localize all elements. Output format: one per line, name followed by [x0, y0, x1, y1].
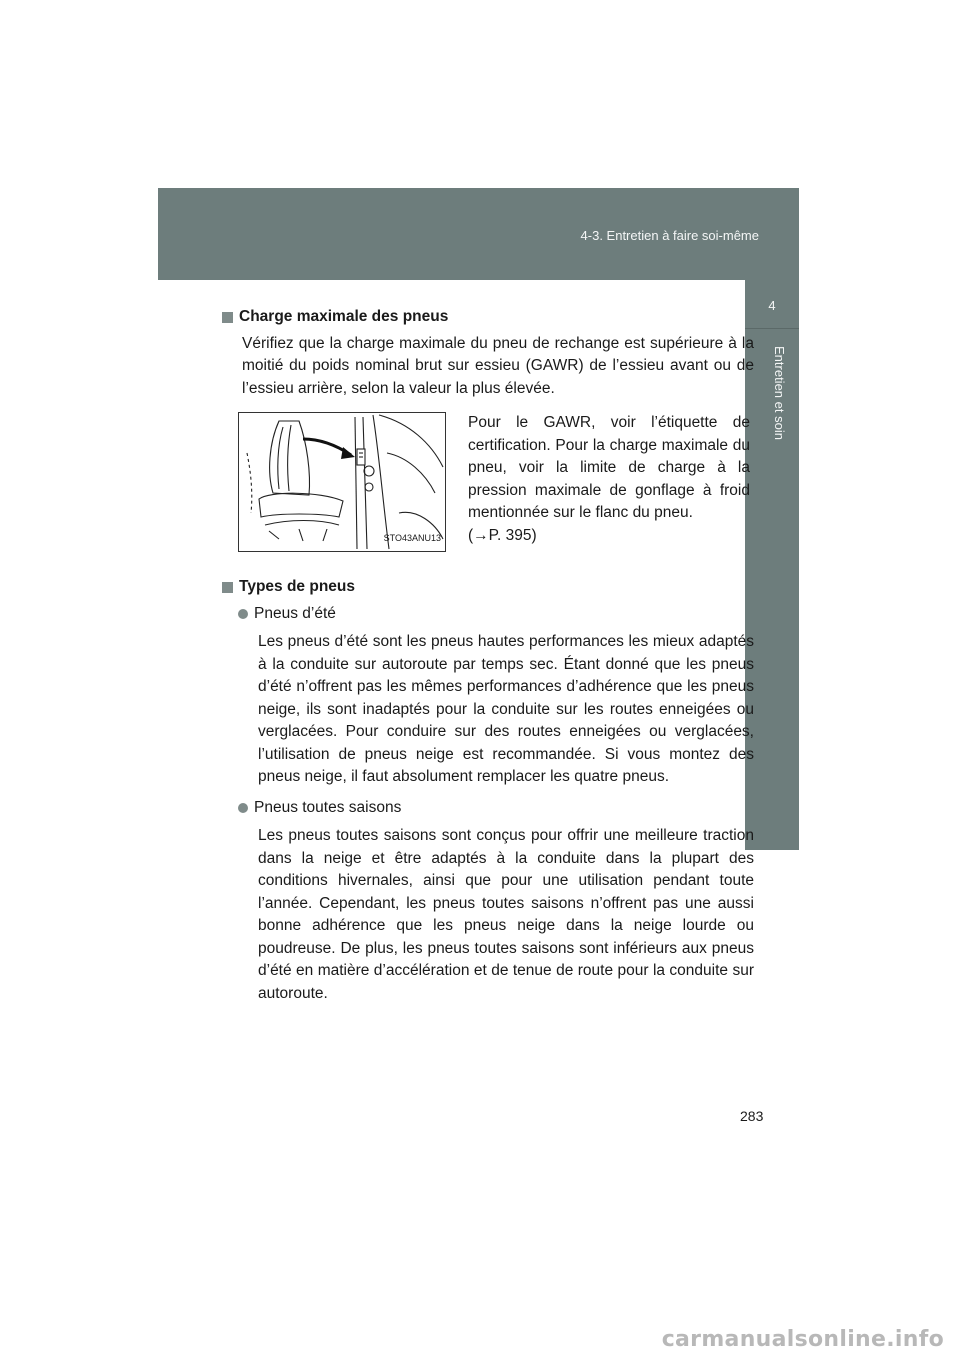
header-band: [158, 188, 799, 280]
caption-text: Pour le GAWR, voir l’étiquette de certification. Pour la charge maximale du pneu, voir la limite de charge à la pression maximale de gonflage à froid mentionnée sur le flanc du pneu.: [468, 414, 750, 521]
list-item: [238, 797, 754, 820]
square-bullet-icon: [222, 582, 233, 593]
page-number: 283: [740, 1108, 764, 1124]
heading-types-de-pneus: [222, 576, 754, 599]
figure-row: [238, 412, 754, 552]
square-bullet-icon: [222, 312, 233, 323]
circle-bullet-icon: [238, 803, 248, 813]
figure-code: STO43ANU13: [383, 532, 441, 543]
watermark: carmanualsonline.info: [661, 1327, 944, 1352]
list-item: [238, 603, 754, 626]
heading-text: Charge maximale des pneus: [239, 308, 449, 325]
circle-bullet-icon: [238, 609, 248, 619]
figure-caption: [468, 412, 750, 552]
chapter-label: Entretien et soin: [772, 346, 787, 440]
page-reference-link[interactable]: (→P. 395): [468, 526, 537, 544]
item-title: Pneus d’été: [254, 604, 336, 622]
item-title: Pneus toutes saisons: [254, 798, 402, 816]
chapter-number: 4: [745, 280, 799, 329]
types-section: [222, 576, 754, 1005]
door-label-illustration: [238, 412, 446, 552]
heading-charge-maximale: [222, 306, 754, 329]
charge-paragraph: Vérifiez que la charge maximale du pneu de rechange est supérieure à la moitié du poids nominal brut sur essieu (GAWR) de l’essieu avant ou de l’essieu arrière, selon la valeur la plus élevée.: [242, 334, 754, 397]
page-content: [222, 306, 754, 1013]
item-text: Les pneus toutes saisons sont conçus pour offrir une meilleure traction dans la neige et être adaptés à la conduite dans la plupart des conditions hivernales, ainsi que pour une utilisation pendant toute l’année. Cependant, les pneus toutes saisons n’offrent pas une aussi bonne adhérence que les pneus neige dans la neige lourde ou poudreuse. De plus, les pneus toutes saisons sont inférieurs aux pneus d’été en matière d’accélération et de tenue de route pour la conduite sur autoroute.: [258, 827, 754, 1002]
item-text: Les pneus d’été sont les pneus hautes performances les mieux adaptés à la conduite sur autoroute par temps sec. Étant donné que les pneus d’été n’offrent pas les mêmes performances d’adhérence que les pneus neige, ils sont inadaptés pour la conduite sur les routes enneigées ou verglacées. Pour conduire sur des routes enneigées ou verglacées, l’utilisation de pneus neige est recommandée. Si vous montez des pneus neige, il faut absolument remplacer les quatre pneus.: [258, 633, 754, 785]
heading-text: Types de pneus: [239, 578, 355, 595]
section-title: 4-3. Entretien à faire soi-même: [580, 228, 759, 243]
